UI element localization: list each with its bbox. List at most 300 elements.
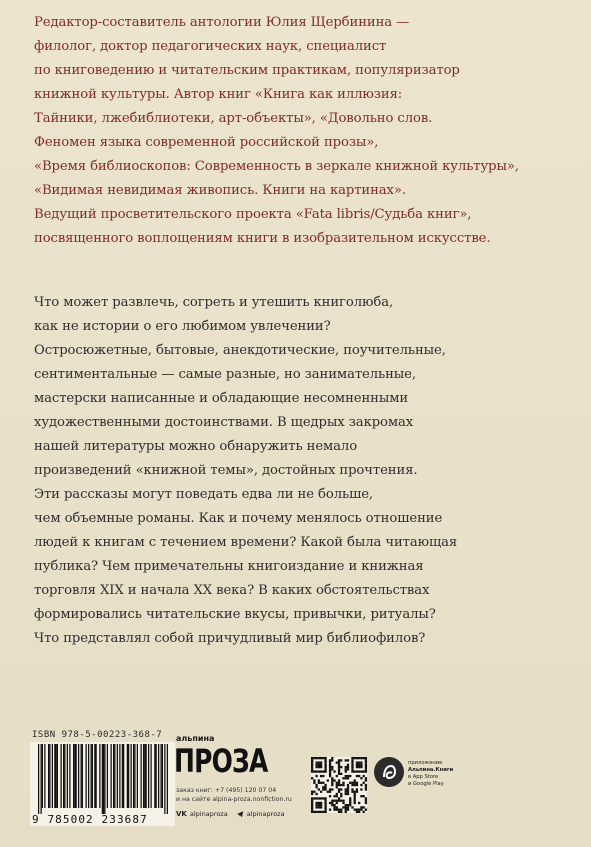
description-line: художественными достоинствами. В щедрых закромах xyxy=(34,415,414,430)
qr-module xyxy=(315,770,317,772)
qr-module xyxy=(318,804,320,806)
qr-module xyxy=(354,793,356,795)
qr-module xyxy=(358,775,360,777)
qr-module xyxy=(358,811,360,813)
qr-module xyxy=(358,802,360,804)
qr-module xyxy=(313,770,315,772)
qr-module xyxy=(340,784,342,786)
qr-module xyxy=(351,757,353,759)
qr-module xyxy=(333,809,335,811)
qr-module xyxy=(315,786,317,788)
qr-module xyxy=(329,791,331,793)
qr-module xyxy=(336,761,338,763)
qr-module xyxy=(327,791,329,793)
qr-module xyxy=(338,759,340,761)
description-line: сентиментальные — самые разные, но занимательные, xyxy=(34,367,416,382)
author-bio-line: посвященного воплощениям книги в изобразительном искусстве. xyxy=(34,231,491,246)
barcode-bar xyxy=(94,744,95,808)
qr-module xyxy=(354,809,356,811)
qr-module xyxy=(360,766,362,768)
qr-module xyxy=(354,770,356,772)
qr-module xyxy=(356,811,358,813)
qr-module xyxy=(345,809,347,811)
qr-module xyxy=(324,764,326,766)
qr-module xyxy=(340,809,342,811)
qr-module xyxy=(347,793,349,795)
barcode-bar xyxy=(114,744,115,808)
qr-module xyxy=(347,766,349,768)
qr-module xyxy=(329,759,331,761)
qr-module xyxy=(311,809,313,811)
qr-module xyxy=(329,761,331,763)
publisher-logo: ПРОЗА xyxy=(174,742,268,780)
description-line: мастерски написанные и обладающие несомненными xyxy=(34,391,409,406)
order-site: и на сайте alpina-proza.nonfiction.ru xyxy=(176,796,292,803)
qr-module xyxy=(338,784,340,786)
qr-module xyxy=(338,797,340,799)
qr-module xyxy=(318,806,320,808)
qr-module xyxy=(365,759,367,761)
barcode-bar xyxy=(69,744,70,808)
qr-module xyxy=(318,811,320,813)
barcode-bar xyxy=(78,744,79,808)
qr-module xyxy=(351,784,353,786)
qr-module xyxy=(358,766,360,768)
author-bio-line: книжной культуры. Автор книг «Книга как иллюзия: xyxy=(34,87,403,102)
qr-module xyxy=(333,770,335,772)
qr-module xyxy=(347,784,349,786)
qr-module xyxy=(313,757,315,759)
qr-module xyxy=(318,766,320,768)
order-info xyxy=(176,786,292,804)
qr-module xyxy=(338,761,340,763)
qr-module xyxy=(345,775,347,777)
author-bio-line: Тайники, лжебиблиотеки, арт-объекты», «Довольно слов. xyxy=(34,111,433,126)
qr-module xyxy=(358,757,360,759)
barcode-bar xyxy=(41,744,42,814)
barcode-bar xyxy=(63,744,64,808)
qr-module xyxy=(318,802,320,804)
app-promo-line1: приложение xyxy=(408,760,443,766)
app-promo-line4: и Google Play xyxy=(408,781,444,787)
qr-module xyxy=(365,779,367,781)
qr-module xyxy=(360,809,362,811)
barcode-bar xyxy=(56,744,57,808)
qr-module xyxy=(322,757,324,759)
qr-module xyxy=(331,757,333,759)
barcode-bar xyxy=(92,744,93,808)
qr-module xyxy=(322,797,324,799)
qr-module xyxy=(356,788,358,790)
qr-module xyxy=(345,811,347,813)
qr-module xyxy=(311,797,313,799)
qr-module xyxy=(365,764,367,766)
author-bio xyxy=(34,11,564,251)
qr-module xyxy=(358,764,360,766)
qr-module xyxy=(333,806,335,808)
qr-module xyxy=(351,770,353,772)
qr-module xyxy=(345,791,347,793)
qr-module xyxy=(351,768,353,770)
qr-module xyxy=(311,811,313,813)
qr-module xyxy=(363,806,365,808)
qr-module xyxy=(345,793,347,795)
barcode-bar xyxy=(148,744,149,808)
qr-module xyxy=(363,775,365,777)
description-line: Остросюжетные, бытовые, анекдотические, поучительные, xyxy=(34,343,446,358)
qr-module xyxy=(358,809,360,811)
barcode-bar xyxy=(74,744,75,808)
qr-module xyxy=(363,811,365,813)
barcode-bar xyxy=(57,744,58,808)
qr-module xyxy=(329,764,331,766)
qr-module xyxy=(313,797,315,799)
qr-module xyxy=(354,782,356,784)
qr-module xyxy=(320,764,322,766)
app-icon xyxy=(374,757,404,787)
qr-module xyxy=(349,800,351,802)
qr-module xyxy=(347,764,349,766)
qr-module xyxy=(363,782,365,784)
qr-module xyxy=(315,784,317,786)
qr-module xyxy=(318,779,320,781)
qr-module xyxy=(365,797,367,799)
qr-module xyxy=(340,800,342,802)
description-line: нашей литературы можно обнаружить немало xyxy=(34,439,358,454)
qr-module xyxy=(358,770,360,772)
description-line: Что представлял собой причудливый мир библиофилов? xyxy=(34,631,426,646)
social-telegram xyxy=(236,810,285,818)
qr-module xyxy=(360,788,362,790)
qr-module xyxy=(342,782,344,784)
qr-module xyxy=(336,802,338,804)
qr-code xyxy=(311,757,367,813)
qr-module xyxy=(329,775,331,777)
qr-module xyxy=(349,804,351,806)
author-bio-line: Ведущий просветительского проекта «Fata libris/Судьба книг», xyxy=(34,207,472,222)
barcode-bar xyxy=(38,744,39,814)
qr-module xyxy=(313,782,315,784)
qr-module xyxy=(340,793,342,795)
qr-module xyxy=(331,779,333,781)
qr-module xyxy=(336,793,338,795)
qr-module xyxy=(365,786,367,788)
qr-module xyxy=(320,766,322,768)
social-telegram-label: alpinaproza xyxy=(246,810,285,818)
qr-module xyxy=(331,759,333,761)
qr-module xyxy=(324,802,326,804)
qr-module xyxy=(340,795,342,797)
qr-module xyxy=(311,768,313,770)
description-line: Что может развлечь, согреть и утешить книголюба, xyxy=(34,295,394,310)
barcode-bar xyxy=(128,744,129,808)
qr-module xyxy=(320,782,322,784)
qr-module xyxy=(360,795,362,797)
qr-module xyxy=(324,768,326,770)
qr-module xyxy=(336,806,338,808)
qr-module xyxy=(365,766,367,768)
qr-module xyxy=(320,797,322,799)
qr-module xyxy=(345,766,347,768)
qr-module xyxy=(340,811,342,813)
app-promo-line3: в App Store xyxy=(408,774,439,780)
qr-module xyxy=(360,770,362,772)
qr-module xyxy=(324,811,326,813)
qr-module xyxy=(356,766,358,768)
qr-module xyxy=(338,809,340,811)
qr-module xyxy=(363,770,365,772)
qr-module xyxy=(322,811,324,813)
barcode-bar xyxy=(162,744,163,808)
qr-module xyxy=(322,782,324,784)
barcode-bar xyxy=(52,744,53,808)
description-line: Эти рассказы могут поведать едва ли не больше, xyxy=(34,487,374,502)
barcode-bar xyxy=(42,744,43,808)
qr-module xyxy=(340,759,342,761)
alpina-app-logo-icon xyxy=(374,757,404,787)
telegram-icon xyxy=(236,810,244,818)
qr-module xyxy=(331,804,333,806)
qr-module xyxy=(329,809,331,811)
qr-module xyxy=(320,761,322,763)
qr-module xyxy=(345,806,347,808)
qr-module xyxy=(342,800,344,802)
qr-module xyxy=(354,797,356,799)
qr-module xyxy=(347,786,349,788)
description-line: торговля XIX и начала XX века? В каких обстоятельствах xyxy=(34,583,430,598)
barcode-bar xyxy=(141,744,142,808)
qr-module xyxy=(311,764,313,766)
barcode-bar xyxy=(103,744,104,814)
qr-module xyxy=(311,802,313,804)
qr-module xyxy=(311,777,313,779)
qr-module xyxy=(347,791,349,793)
barcode xyxy=(30,730,175,830)
qr-module xyxy=(320,775,322,777)
qr-module xyxy=(338,782,340,784)
qr-module xyxy=(318,788,320,790)
qr-module xyxy=(311,793,313,795)
qr-module xyxy=(354,802,356,804)
qr-module xyxy=(320,757,322,759)
qr-module xyxy=(338,788,340,790)
qr-module xyxy=(324,806,326,808)
qr-module xyxy=(318,761,320,763)
barcode-bar xyxy=(49,744,50,808)
qr-module xyxy=(351,764,353,766)
qr-module xyxy=(324,788,326,790)
qr-module xyxy=(333,779,335,781)
qr-module xyxy=(345,788,347,790)
qr-module xyxy=(338,811,340,813)
qr-module xyxy=(336,775,338,777)
qr-module xyxy=(347,777,349,779)
qr-module xyxy=(322,770,324,772)
ean-digits: 9 785002 233687 xyxy=(32,813,148,826)
qr-module xyxy=(351,782,353,784)
barcode-bar xyxy=(64,744,65,808)
qr-module xyxy=(333,800,335,802)
barcode-bar xyxy=(76,744,77,808)
qr-module xyxy=(311,757,313,759)
qr-module xyxy=(336,809,338,811)
publisher-block xyxy=(174,728,334,838)
qr-module xyxy=(356,791,358,793)
qr-module xyxy=(363,757,365,759)
barcode-bar xyxy=(111,744,112,808)
qr-module xyxy=(349,797,351,799)
qr-module xyxy=(329,788,331,790)
qr-module xyxy=(347,806,349,808)
qr-module xyxy=(360,777,362,779)
barcode-bar xyxy=(156,744,157,808)
qr-module xyxy=(345,759,347,761)
qr-module xyxy=(320,770,322,772)
qr-module xyxy=(315,766,317,768)
barcode-bar xyxy=(154,744,155,808)
qr-module xyxy=(365,784,367,786)
qr-module xyxy=(356,764,358,766)
qr-module xyxy=(322,775,324,777)
qr-module xyxy=(311,761,313,763)
barcode-bar xyxy=(113,744,114,808)
qr-module xyxy=(342,784,344,786)
barcode-bar xyxy=(161,744,162,808)
qr-module xyxy=(363,795,365,797)
barcode-bar xyxy=(144,744,145,808)
barcode-bar xyxy=(164,744,165,814)
qr-module xyxy=(340,773,342,775)
qr-module xyxy=(356,775,358,777)
qr-module xyxy=(351,761,353,763)
qr-module xyxy=(320,811,322,813)
barcode-bar xyxy=(167,744,168,814)
barcode-bar xyxy=(137,744,138,808)
qr-module xyxy=(331,788,333,790)
qr-module xyxy=(345,768,347,770)
qr-module xyxy=(347,788,349,790)
qr-module xyxy=(324,766,326,768)
qr-module xyxy=(313,779,315,781)
description-line: как не истории о его любимом увлечении? xyxy=(34,319,331,334)
barcode-bar xyxy=(82,744,83,808)
qr-module xyxy=(315,804,317,806)
qr-module xyxy=(342,777,344,779)
app-promo-line2: Альпина.Книги xyxy=(408,767,454,773)
social-links xyxy=(176,810,285,818)
qr-module xyxy=(338,800,340,802)
qr-module xyxy=(345,770,347,772)
book-description xyxy=(34,291,564,651)
qr-module xyxy=(336,784,338,786)
barcode-bar xyxy=(134,744,135,808)
qr-module xyxy=(333,804,335,806)
qr-module xyxy=(331,784,333,786)
qr-module xyxy=(345,804,347,806)
qr-module xyxy=(365,757,367,759)
barcode-bar xyxy=(91,744,92,808)
barcode-bar xyxy=(81,744,82,808)
qr-module xyxy=(340,788,342,790)
qr-module xyxy=(365,800,367,802)
qr-module xyxy=(365,777,367,779)
barcode-bar xyxy=(151,744,152,808)
qr-module xyxy=(322,788,324,790)
qr-module xyxy=(365,761,367,763)
author-bio-line: «Время библиоскопов: Современность в зеркале книжной культуры», xyxy=(34,159,519,174)
qr-module xyxy=(347,804,349,806)
publisher-name-small: альпина xyxy=(176,734,215,743)
description-line: формировались читательские вкусы, привычки, ритуалы? xyxy=(34,607,436,622)
barcode-bar xyxy=(67,744,68,808)
qr-module xyxy=(322,786,324,788)
qr-module xyxy=(324,759,326,761)
qr-module xyxy=(356,782,358,784)
qr-module xyxy=(340,766,342,768)
qr-module xyxy=(338,773,340,775)
qr-module xyxy=(315,757,317,759)
barcode-bar xyxy=(122,744,123,808)
qr-module xyxy=(351,759,353,761)
barcode-bar xyxy=(44,744,45,808)
barcode-bar xyxy=(88,744,89,808)
author-bio-line: филолог, доктор педагогических наук, специалист xyxy=(34,39,387,54)
qr-module xyxy=(324,800,326,802)
qr-module xyxy=(327,779,329,781)
qr-module xyxy=(324,786,326,788)
qr-module xyxy=(311,800,313,802)
qr-module xyxy=(311,806,313,808)
qr-module xyxy=(338,766,340,768)
qr-module xyxy=(324,809,326,811)
qr-module xyxy=(318,770,320,772)
qr-module xyxy=(336,795,338,797)
qr-module xyxy=(318,782,320,784)
qr-module xyxy=(345,777,347,779)
description-line: публика? Чем примечательны книгоиздание и книжная xyxy=(34,559,424,574)
qr-module xyxy=(354,791,356,793)
barcode-bar xyxy=(158,744,159,808)
qr-module xyxy=(354,779,356,781)
app-promo xyxy=(408,760,453,788)
qr-module xyxy=(338,779,340,781)
qr-module xyxy=(329,773,331,775)
qr-module xyxy=(360,784,362,786)
qr-module xyxy=(311,759,313,761)
social-vk-label: alpinaproza xyxy=(189,810,228,818)
barcode-bar xyxy=(127,744,128,808)
qr-module xyxy=(349,802,351,804)
barcode-bar xyxy=(119,744,120,808)
vk-icon: VK xyxy=(176,810,187,818)
qr-module xyxy=(315,797,317,799)
barcode-bar xyxy=(86,744,87,808)
qr-module xyxy=(318,757,320,759)
qr-module xyxy=(336,800,338,802)
qr-module xyxy=(354,795,356,797)
qr-module xyxy=(329,768,331,770)
qr-module xyxy=(313,791,315,793)
qr-module xyxy=(354,784,356,786)
barcode-bar xyxy=(102,744,103,814)
barcode-bar xyxy=(131,744,132,808)
qr-module xyxy=(315,806,317,808)
qr-module xyxy=(320,804,322,806)
qr-module xyxy=(342,802,344,804)
qr-module xyxy=(318,764,320,766)
qr-module xyxy=(358,761,360,763)
qr-module xyxy=(356,757,358,759)
